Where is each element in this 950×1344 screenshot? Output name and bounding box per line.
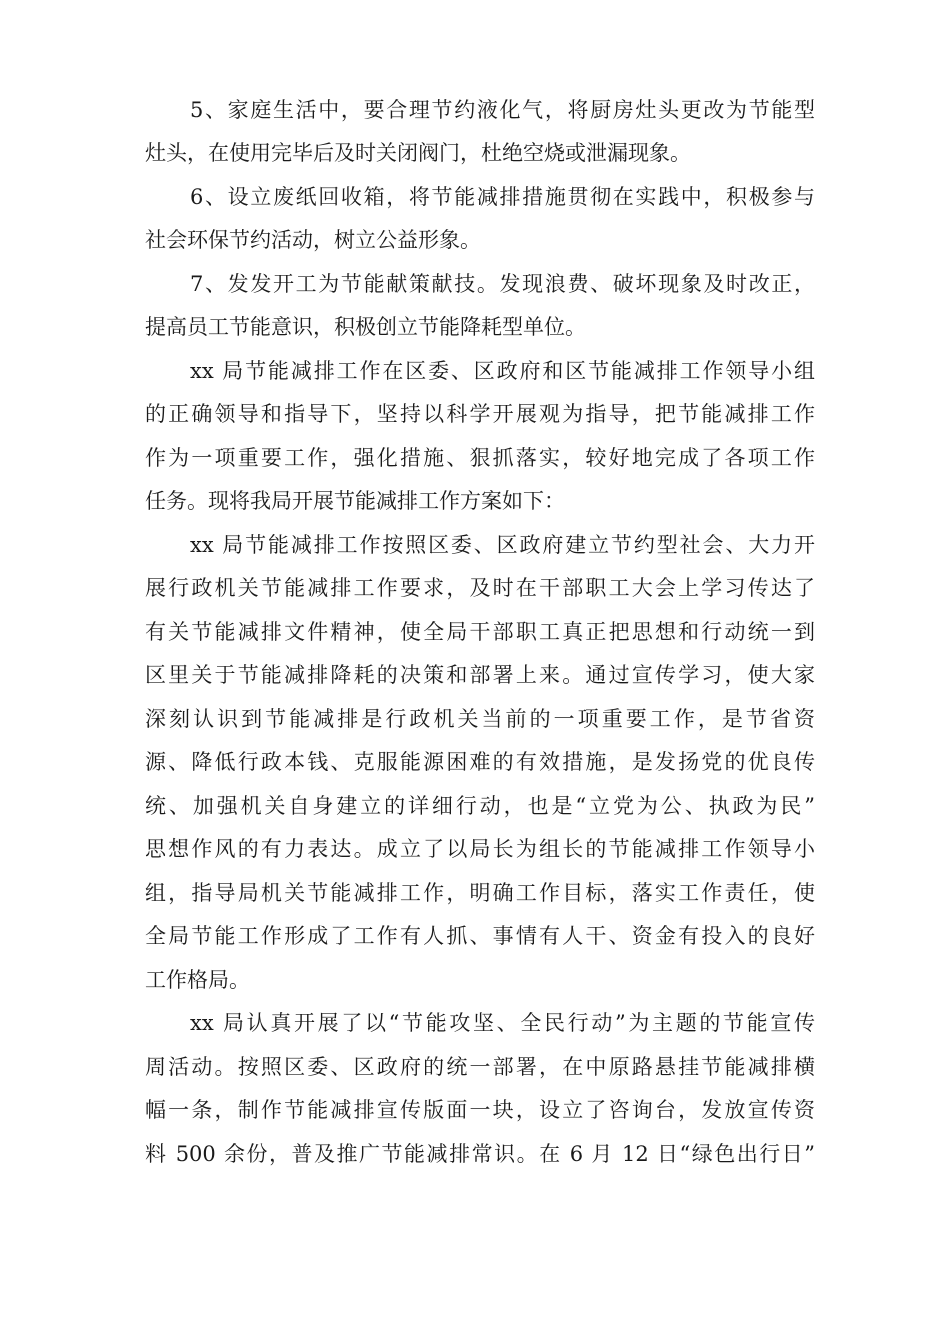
paragraph-1-line-2: 灶头，在使用完毕后及时关闭阀门，杜绝空烧或泄漏现象。 <box>145 141 691 165</box>
paragraph-4-line-2: 的正确领导和指导下，坚持以科学开展观为指导，把节能减排工作 <box>145 402 815 426</box>
paragraph-6-line-4: 料 500 余份，普及推广节能减排常识。在 6 月 12 日“绿色出行日” <box>145 1142 815 1166</box>
paragraph-3-line-2: 提高员工节能意识，积极创立节能降耗型单位。 <box>145 315 586 339</box>
paragraph-5-line-6: 源、降低行政本钱、克服能源困难的有效措施，是发扬党的优良传 <box>145 750 815 774</box>
paragraph-5-line-1: xx 局节能减排工作按照区委、区政府建立节约型社会、大力开 <box>190 533 815 557</box>
paragraph-6-line-2: 周活动。按照区委、区政府的统一部署，在中原路悬挂节能减排横 <box>145 1055 815 1079</box>
paragraph-5-line-7: 统、加强机关自身建立的详细行动，也是“立党为公、执政为民” <box>145 794 815 818</box>
paragraph-6-line-1: xx 局认真开展了以“节能攻坚、全民行动”为主题的节能宣传 <box>190 1011 815 1035</box>
paragraph-5-line-3: 有关节能减排文件精神，使全局干部职工真正把思想和行动统一到 <box>145 620 815 644</box>
paragraph-2-line-1: 6、设立废纸回收箱，将节能减排措施贯彻在实践中，积极参与 <box>190 185 815 209</box>
paragraph-4-line-1: xx 局节能减排工作在区委、区政府和区节能减排工作领导小组 <box>190 359 815 383</box>
paragraph-5-line-11: 工作格局。 <box>145 968 250 992</box>
paragraph-3-line-1: 7、发发开工为节能献策献技。发现浪费、破坏现象及时改正， <box>190 272 815 296</box>
paragraph-5-line-10: 全局节能工作形成了工作有人抓、事情有人干、资金有投入的良好 <box>145 924 815 948</box>
paragraph-5-line-8: 思想作风的有力表达。成立了以局长为组长的节能减排工作领导小 <box>145 837 815 861</box>
paragraph-6-line-3: 幅一条，制作节能减排宣传版面一块，设立了咨询台，发放宣传资 <box>145 1098 815 1122</box>
paragraph-5-line-4: 区里关于节能减排降耗的决策和部署上来。通过宣传学习，使大家 <box>145 663 815 687</box>
paragraph-4-line-4: 任务。现将我局开展节能减排工作方案如下： <box>145 489 565 513</box>
paragraph-5-line-9: 组，指导局机关节能减排工作，明确工作目标，落实工作责任，使 <box>145 881 815 905</box>
paragraph-5-line-2: 展行政机关节能减排工作要求，及时在干部职工大会上学习传达了 <box>145 576 815 600</box>
paragraph-4-line-3: 作为一项重要工作，强化措施、狠抓落实，较好地完成了各项工作 <box>145 446 815 470</box>
paragraph-1-line-1: 5、家庭生活中，要合理节约液化气，将厨房灶头更改为节能型 <box>190 98 815 122</box>
paragraph-2-line-2: 社会环保节约活动，树立公益形象。 <box>145 228 481 252</box>
paragraph-5-line-5: 深刻认识到节能减排是行政机关当前的一项重要工作，是节省资 <box>145 707 815 731</box>
